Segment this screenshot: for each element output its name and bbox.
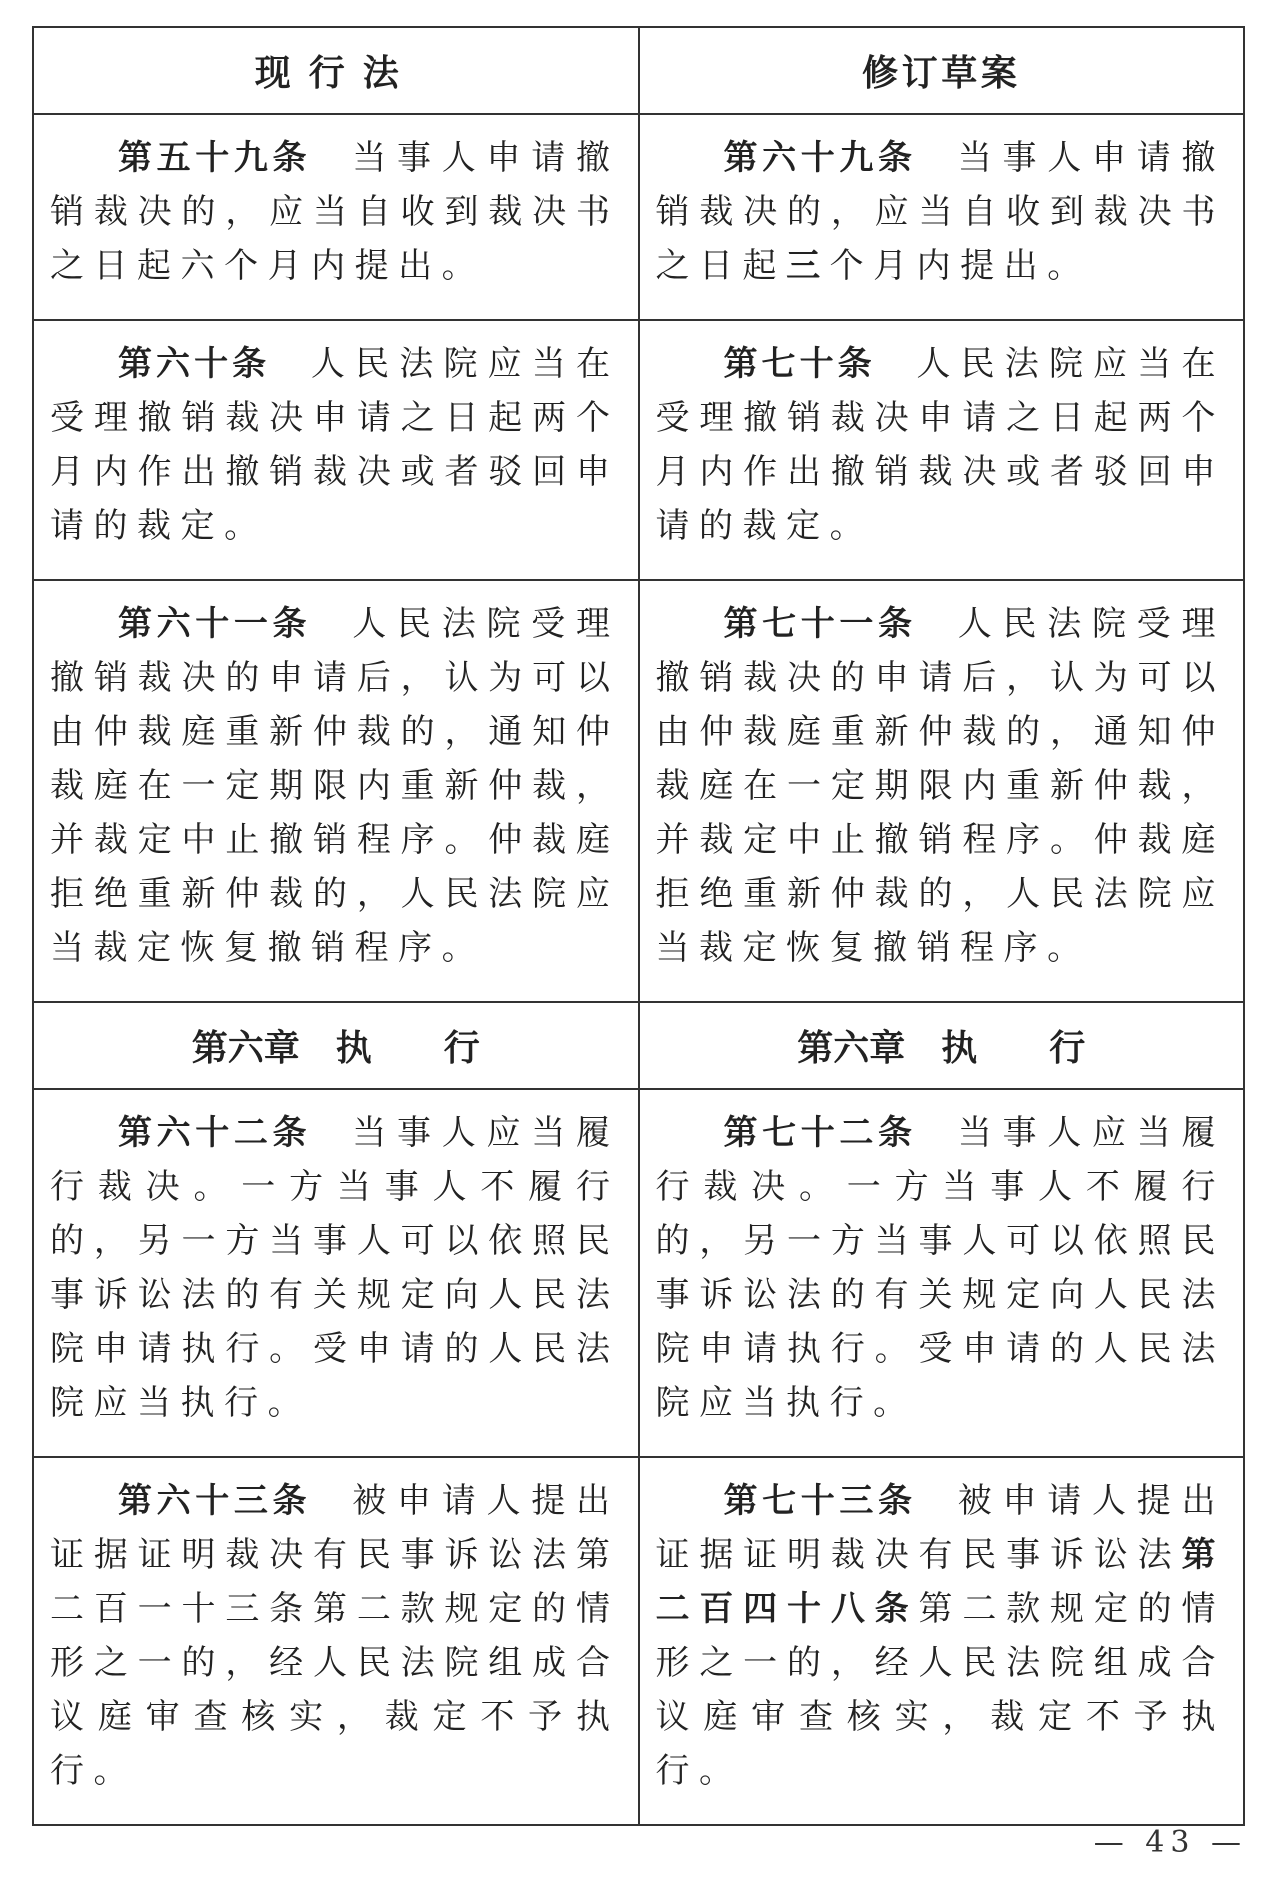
article-text: 人民法院应当在受理撤销裁决申请之日起两个月内作出撤销裁决或者驳回申请的裁定。 [655, 344, 1226, 546]
current-article-cell [33, 320, 639, 580]
article-text: 第二款规定的情形之一的，经人民法院组成合议庭审查核实，裁定不予执行。 [655, 1589, 1226, 1791]
article-number: 第六十九条 [723, 138, 917, 178]
comparison-table [32, 26, 1245, 1826]
article-text: 人民法院受理撤销裁决的申请后，认为可以由仲裁庭重新仲裁的，通知仲裁庭在一定期限内重新仲裁，并裁定中止撤销程序。仲裁庭拒绝重新仲裁的，人民法院应当裁定恢复撤销程序。 [655, 604, 1226, 968]
current-article-cell [33, 1457, 639, 1825]
article-number: 第六十三条 [118, 1481, 312, 1521]
article-text: 个月内提出。 [829, 246, 1091, 286]
article-text: 被申请人提出证据证明裁决有民事诉讼法 [655, 1481, 1226, 1575]
article-number: 第六十条 [118, 344, 271, 384]
page-number: — 43 — [1093, 1825, 1247, 1860]
article-text: 当事人申请撤销裁决的，应当自收到裁决书之日起六个月内提出。 [50, 138, 620, 286]
article-text: 当事人应当履行裁决。一方当事人不履行的，另一方当事人可以依照民事诉讼法的有关规定向人民法院申请执行。受申请的人民法院应当执行。 [655, 1113, 1226, 1423]
table-row [33, 320, 1244, 580]
revised-article-cell [639, 1089, 1245, 1457]
revised-article-cell [639, 580, 1245, 1002]
current-article-cell [33, 1089, 639, 1457]
table-header-row [33, 27, 1244, 114]
revised-article-cell [639, 114, 1245, 320]
revised-chapter-heading: 第六章 执 行 [639, 1002, 1245, 1089]
article-text: 被申请人提出证据证明裁决有民事诉讼法第二百一十三条第二款规定的情形之一的，经人民法院组成合议庭审查核实，裁定不予执行。 [50, 1481, 620, 1791]
table-row [33, 1089, 1244, 1457]
table-row [33, 580, 1244, 1002]
current-law-header: 现行法 [33, 27, 639, 114]
chapter-row [33, 1002, 1244, 1089]
article-number: 第六十一条 [118, 604, 312, 644]
article-number: 第五十九条 [118, 138, 312, 178]
revised-article-cell [639, 320, 1245, 580]
revised-text: 三 [786, 246, 830, 286]
current-article-cell [33, 114, 639, 320]
current-article-cell [33, 580, 639, 1002]
article-number: 第七十三条 [723, 1481, 917, 1521]
table-row [33, 1457, 1244, 1825]
article-text: 人民法院受理撤销裁决的申请后，认为可以由仲裁庭重新仲裁的，通知仲裁庭在一定期限内重新仲裁，并裁定中止撤销程序。仲裁庭拒绝重新仲裁的，人民法院应当裁定恢复撤销程序。 [50, 604, 620, 968]
revised-article-cell [639, 1457, 1245, 1825]
revised-text: 第二百四十八条 [655, 1535, 1225, 1629]
article-number: 第六十二条 [118, 1113, 312, 1153]
revised-draft-header: 修订草案 [639, 27, 1245, 114]
table-row [33, 114, 1244, 320]
article-number: 第七十二条 [723, 1113, 917, 1153]
article-number: 第七十条 [723, 344, 876, 384]
article-text: 当事人应当履行裁决。一方当事人不履行的，另一方当事人可以依照民事诉讼法的有关规定向人民法院申请执行。受申请的人民法院应当执行。 [50, 1113, 620, 1423]
article-text: 当事人申请撤销裁决的，应当自收到裁决书之日起 [655, 138, 1226, 286]
article-number: 第七十一条 [723, 604, 917, 644]
article-text: 人民法院应当在受理撤销裁决申请之日起两个月内作出撤销裁决或者驳回申请的裁定。 [50, 344, 620, 546]
current-chapter-heading: 第六章 执 行 [33, 1002, 639, 1089]
